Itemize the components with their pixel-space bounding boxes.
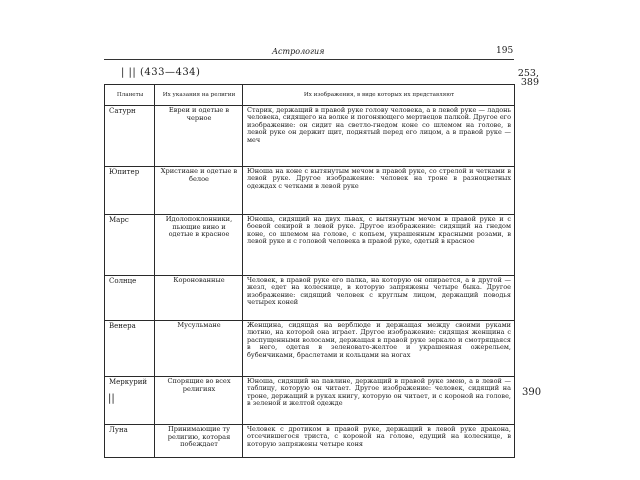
margin-reference: 253, xyxy=(517,68,539,79)
margin-reference: 389 xyxy=(520,77,539,88)
planet-cell: Юпитер xyxy=(105,167,155,215)
margin-references xyxy=(511,69,539,87)
description-cell: Юноша, сидящий на павлине, держащий в правой руке змею, а в левой — таблицу, которую он читает. Другое изображение: человек, сидящий на троне, держащий в руках книгу, которую он читает, и с короной на голове, в зеленой и желтой одежде xyxy=(243,377,515,425)
religion-cell: Мусульмане xyxy=(155,321,243,377)
running-title: Астрология xyxy=(272,47,325,56)
margin-reference-bottom: 390 xyxy=(522,387,542,398)
column-header-planets: Планеты xyxy=(105,85,155,106)
religion-cell: Коронованные xyxy=(155,276,243,321)
table-row xyxy=(105,321,515,377)
table-header-row xyxy=(105,85,515,106)
header-rule xyxy=(104,59,514,60)
margin-mark-left: || xyxy=(108,393,115,404)
description-cell: Юноша на коне с вытянутым мечом в правой руке, со стрелой и четками в левой руке. Другое изображение: человек на троне в разноцветных одеждах с четками в левой руке xyxy=(243,167,515,215)
planet-cell: Солнце xyxy=(105,276,155,321)
planet-cell: Сатурн xyxy=(105,106,155,167)
description-cell: Старик, держащий в правой руке голову человека, а в левой руке — ладонь человека, сидящего на волке и погоняющего мертвецов палкой. Другое его изображение: он сидит на светло-гнедом коне со шлемом на голове, в левой руке он держит щит, поднятый перед его лицом, а в правой руке — меч xyxy=(243,106,515,167)
table-row xyxy=(105,106,515,167)
astrology-table xyxy=(104,84,515,458)
religion-cell: Идолопоклонники, пьющие вино и одетые в красное xyxy=(155,215,243,276)
planet-cell: Венера xyxy=(105,321,155,377)
religion-cell: Евреи и одетые в черное xyxy=(155,106,243,167)
table-row xyxy=(105,377,515,425)
description-cell: Человек, в правой руке его палка, на которую он опирается, а в другой — жезл, едет на колеснице, в которую запряжены четыре быка. Другое изображение: сидящий человек с круглым лицом, держащий поводья четырех коней xyxy=(243,276,515,321)
planet-cell: Луна xyxy=(105,425,155,458)
table-row xyxy=(105,167,515,215)
table-row xyxy=(105,276,515,321)
table-row xyxy=(105,425,515,458)
table-row xyxy=(105,215,515,276)
page-number: 195 xyxy=(496,46,514,56)
religion-cell: Принимающие ту религию, которая побеждает xyxy=(155,425,243,458)
planet-cell: Меркурий xyxy=(105,377,155,425)
description-cell: Человек с дротиком в правой руке, держащий в левой руке дракона, отсечившегося триста, с короной на голове, едущий на колеснице, в которую запряжены четыре коня xyxy=(243,425,515,458)
religion-cell: Спорящие во всех религиях xyxy=(155,377,243,425)
description-cell: Женщина, сидящая на верблюде и держащая между своими руками лютню, на которой она играет. Другое изображение: сидящая женщина с распущенными волосами, держащая в правой руке зеркало и смотрящаяся в него, одетая в зеленовато-желтое и украшенная ожерельем, бубенчиками, браслетами и кольцами на ногах xyxy=(243,321,515,377)
religion-cell: Христиане и одетые в белое xyxy=(155,167,243,215)
planet-cell: Марс xyxy=(105,215,155,276)
column-header-religions: Их указания на религии xyxy=(155,85,243,106)
section-mark: | || (433—434) xyxy=(121,67,201,78)
description-cell: Юноша, сидящий на двух львах, с вытянутым мечом в правой руке и с боевой секирой в левой руке. Другое изображение: сидящий на гнедом коне, со шлемом на голове, с копьем, украшенным красными розами, в левой руке и с головой человека в правой руке, одетый в красное xyxy=(243,215,515,276)
column-header-images: Их изображения, в виде которых их представляют xyxy=(243,85,515,106)
